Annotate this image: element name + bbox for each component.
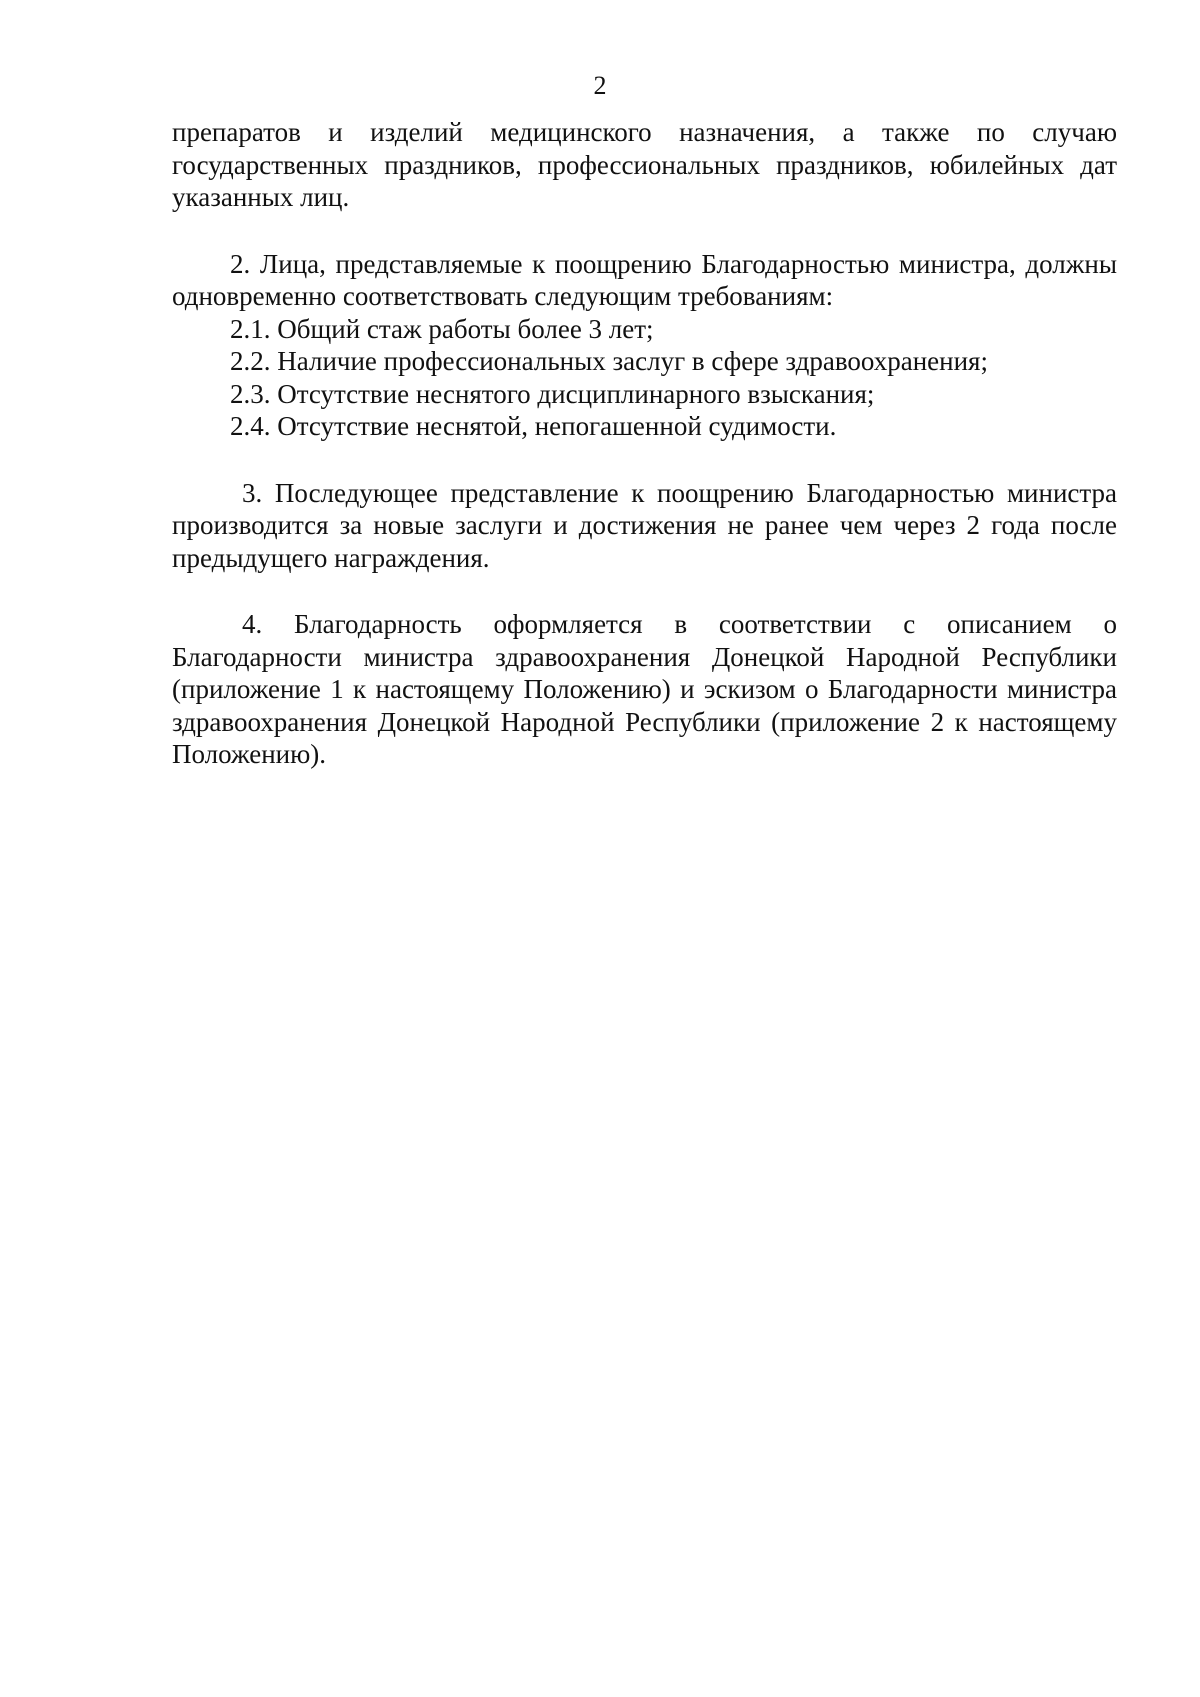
list-item-2-2: 2.2. Наличие профессиональных заслуг в сфере здравоохранения; xyxy=(230,346,988,376)
list-item-2-1: 2.1. Общий стаж работы более 3 лет; xyxy=(230,313,654,344)
page-number: 2 xyxy=(593,71,607,100)
document-body xyxy=(172,116,1117,771)
paragraph-4: 4. Благодарность оформляется в соответствии с описанием о Благодарности министра здравоохранения Донецкой Народной Республики (приложение 1 к настоящему Положению) и эскизом о Благодарности министра здравоохранения Донецкой Народной Республики (приложение 2 к настоящему Положению). xyxy=(172,609,1117,769)
list-item-2-3: 2.3. Отсутствие неснятого дисциплинарного взыскания; xyxy=(230,378,875,409)
paragraph-3: 3. Последующее представление к поощрению Благодарностью министра производится за новые заслуги и достижения не ранее чем через 2 года после предыдущего награждения. xyxy=(172,477,1117,573)
paragraph-continuation: препаратов и изделий медицинского назначения, а также по случаю государственных праздников, профессиональных праздников, юбилейных дат указанных лиц. xyxy=(172,117,1117,212)
list-item-2-4: 2.4. Отсутствие неснятой, непогашенной судимости. xyxy=(230,411,837,441)
paragraph-2: 2. Лица, представляемые к поощрению Благодарностью министра, должны одновременно соответствовать следующим требованиям: xyxy=(172,248,1117,311)
